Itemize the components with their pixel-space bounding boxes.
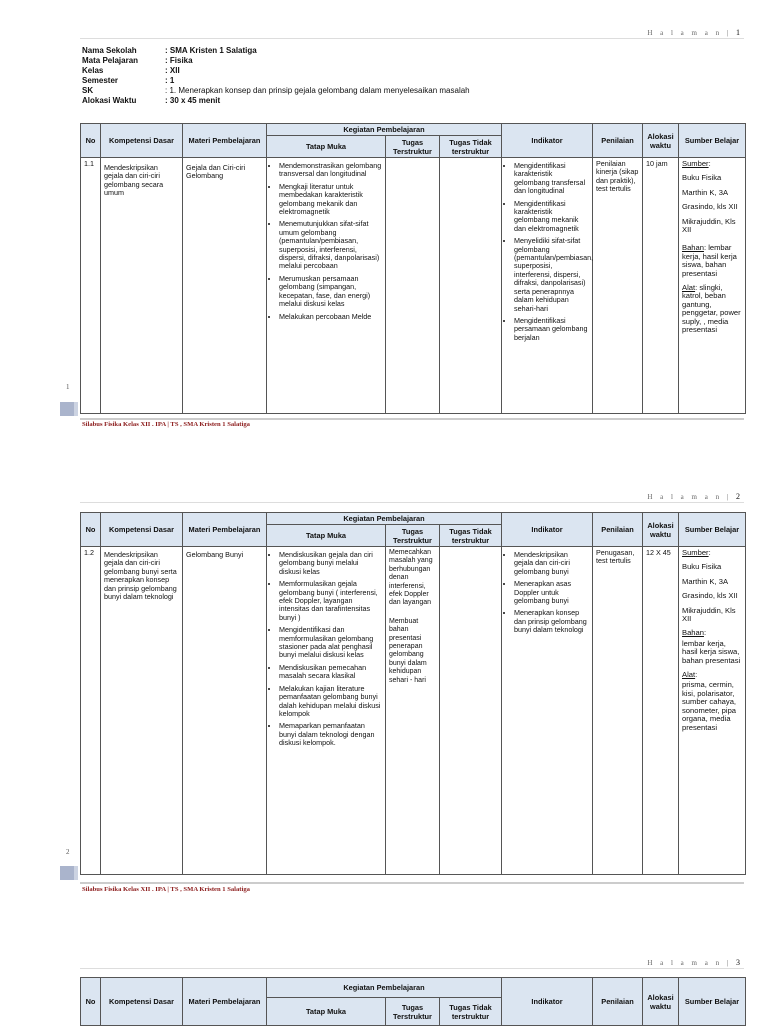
table-row: 1.2 Mendeskripsikan gejala dan ciri-ciri gelombang bunyi serta menerapkan konsep dan prinsip gelombang bunyi dalam teknologi Gelombang Bunyi • Mendiskusikan gejala dan ciri gelombang bunyi melalui diskusi kelas • Memformulasikan gejala gelombang bunyi ( interferensi, efek Doppler, layangan intensitas dan tarafintensitas bunyi ) • Mengidentifikasi dan memformulasikan gelombang stasioner pada alat penghasil bunyi melalui diskusi kelas • Mendiskusikan pemecahan masalah secara klasikal • Melakukan kajian literature pemanfaatan gelombang bunyi dalah kehidupan melalui diskusi kelompok • Memaparkan pemanfaatan bunyi dalam teknologi dengan diskusi kelompok. Memecahkan masalah yang berhubungan denan interferensi, efek Doppler dan layangan Membuat bahan presentasi penerapan gelombang bunyi dalam kehidupan sehari - hari • Mendeskripsikan gejala dan ciri-ciri gelombang bunyi • Menerapkan asas Doppler untuk gelombang bunyi • Menerapkan konsep dan prinsip gelombang bunyi dalam teknologi Penugasan, test tertulis 12 X 45 Sumber: Buku Fisika Marthin K, 3A Grasindo, kls XII Mikrajuddin, Kls XII Bahan: lembar kerja, hasil kerja siswa, bahan presentasi Alat: prisma, cermin, kisi, polarisator, sumber cahaya, sonometer, pipa organa, media presentasi — [81, 547, 746, 875]
page-tab-marker-edge — [74, 866, 78, 880]
page-header-2: H a l a m a n | 2 — [647, 492, 740, 501]
header-rule — [80, 968, 744, 969]
syllabus-table-2: No Kompetensi Dasar Materi Pembelajaran Kegiatan Pembelajaran Indikator Penilaian Alokasi waktu Sumber Belajar Tatap Muka Tugas Terstruktur Tugas Tidak terstruktur 1.2 Mendeskripsikan gejala dan ciri-ciri gelombang bunyi serta menerapkan konsep dan prinsip gelombang bunyi dalam teknologi Gelombang Bunyi • Mendiskusikan gejala dan ciri gelombang bunyi melalui diskusi kelas • Memformulasikan gejala gelombang bunyi ( interferensi, efek Doppler, layangan intensitas dan tarafintensitas bunyi ) • Mengidentifikasi dan memformulasikan gelombang stasioner pada alat penghasil bunyi melalui diskusi kelas • Mendiskusikan pemecahan masalah secara klasikal • Melakukan kajian literature pemanfaatan gelombang bunyi dalah kehidupan melalui diskusi kelompok • Memaparkan pemanfaatan bunyi dalam teknologi dengan diskusi kelompok. Memecahkan masalah yang berhubungan denan interferensi, efek Doppler dan layangan Membuat bahan presentasi penerapan gelombang bunyi dalam kehidupan sehari - hari • Mendeskripsikan gejala dan ciri-ciri gelombang bunyi • Menerapkan asas Doppler untuk gelombang bunyi • Menerapkan konsep dan prinsip gelombang bunyi dalam teknologi Penugasan, test tertulis 12 X 45 Sumber: Buku Fisika Marthin K, 3A Grasindo, kls XII Mikrajuddin, Kls XII Bahan: lembar kerja, hasil kerja siswa, bahan presentasi Alat: prisma, cermin, kisi, polarisator, sumber cahaya, sonometer, pipa organa, media presentasi — [80, 512, 746, 875]
syllabus-table-1: No Kompetensi Dasar Materi Pembelajaran Kegiatan Pembelajaran Indikator Penilaian Alokasi waktu Sumber Belajar Tatap Muka Tugas Terstruktur Tugas Tidak terstruktur 1.1 Mendeskripsikan gejala dan ciri-ciri gelombang secara umum Gejala dan Ciri-ciri Gelombang • Mendemonstrasikan gelombang transversal dan longitudinal • Mengkaji literatur untuk membedakan karakteristik gelombang mekanik dan elektromagnetik • Menemutunjukkan sifat-sifat umum gelombang (pemantulan/pembiasan, superposisi, interferensi, dispersi, difraksi, danpolarisasi) melalui percobaan • Merumuskan persamaan gelombang (simpangan, kecepatan, fase, dan energi) melalui diskusi kelas • Melakukan percobaan Melde • Mengidentifikasi karakteristik gelombang transfersal dan longitudinal • Mengidentifikasi karakteristik gelombang mekanik dan elektromagnetik • Menyelidiki sifat-sifat gelombang (pemantulan/pembiasan, superposisi, interferensi, dispersi, difraksi, danpolarisasi) serta penerapnnya dalam kehidupan sehari-hari • Mengidentifikasi persamaan gelombang berjalan Penilaian kinerja (sikap dan praktik), test tertulis 10 jam Sumber: Buku Fisika Marthin K, 3A Grasindo, kls XII Mikrajuddin, Kls XII Bahan: lembar kerja, hasil kerja siswa, bahan presentasi Alat: slingki, katrol, beban gantung, penggetar, power suply, , media presentasi — [80, 123, 746, 414]
page-tab-marker — [60, 402, 74, 416]
footer-rule — [80, 418, 744, 420]
side-page-number: 1 — [66, 383, 70, 391]
page-tab-marker — [60, 866, 74, 880]
side-page-number: 2 — [66, 848, 70, 856]
syllabus-table-3: No Kompetensi Dasar Materi Pembelajaran Kegiatan Pembelajaran Indikator Penilaian Alokasi waktu Sumber Belajar Tatap Muka Tugas Terstruktur Tugas Tidak terstruktur — [80, 977, 746, 1026]
school-info: Nama Sekolah : SMA Kristen 1 Salatiga Mata Pelajaran : Fisika Kelas : XII Semester : 1 SK : 1. Menerapkan konsep dan prinsip gejala gelombang dalam menyelesaikan masalah Alokasi Waktu : 30 x 45 menit — [82, 46, 470, 105]
header-rule — [80, 38, 744, 39]
page-header-1: H a l a m a n | 1 — [647, 28, 740, 37]
table-row: 1.1 Mendeskripsikan gejala dan ciri-ciri gelombang secara umum Gejala dan Ciri-ciri Gelombang • Mendemonstrasikan gelombang transversal dan longitudinal • Mengkaji literatur untuk membedakan karakteristik gelombang mekanik dan elektromagnetik • Menemutunjukkan sifat-sifat umum gelombang (pemantulan/pembiasan, superposisi, interferensi, dispersi, difraksi, danpolarisasi) melalui percobaan • Merumuskan persamaan gelombang (simpangan, kecepatan, fase, dan energi) melalui diskusi kelas • Melakukan percobaan Melde • Mengidentifikasi karakteristik gelombang transfersal dan longitudinal • Mengidentifikasi karakteristik gelombang mekanik dan elektromagnetik • Menyelidiki sifat-sifat gelombang (pemantulan/pembiasan, superposisi, interferensi, dispersi, difraksi, danpolarisasi) serta penerapnnya dalam kehidupan sehari-hari • Mengidentifikasi persamaan gelombang berjalan Penilaian kinerja (sikap dan praktik), test tertulis 10 jam Sumber: Buku Fisika Marthin K, 3A Grasindo, kls XII Mikrajuddin, Kls XII Bahan: lembar kerja, hasil kerja siswa, bahan presentasi Alat: slingki, katrol, beban gantung, penggetar, power suply, , media presentasi — [81, 158, 746, 414]
page-tab-marker-edge — [74, 402, 78, 416]
header-rule — [80, 502, 744, 503]
page-footer: Silabus Fisika Kelas XII . IPA | TS , SMA Kristen 1 Salatiga — [82, 886, 250, 893]
page-header-3: H a l a m a n | 3 — [647, 958, 740, 967]
page-footer: Silabus Fisika Kelas XII . IPA | TS , SMA Kristen 1 Salatiga — [82, 421, 250, 428]
footer-rule — [80, 882, 744, 884]
